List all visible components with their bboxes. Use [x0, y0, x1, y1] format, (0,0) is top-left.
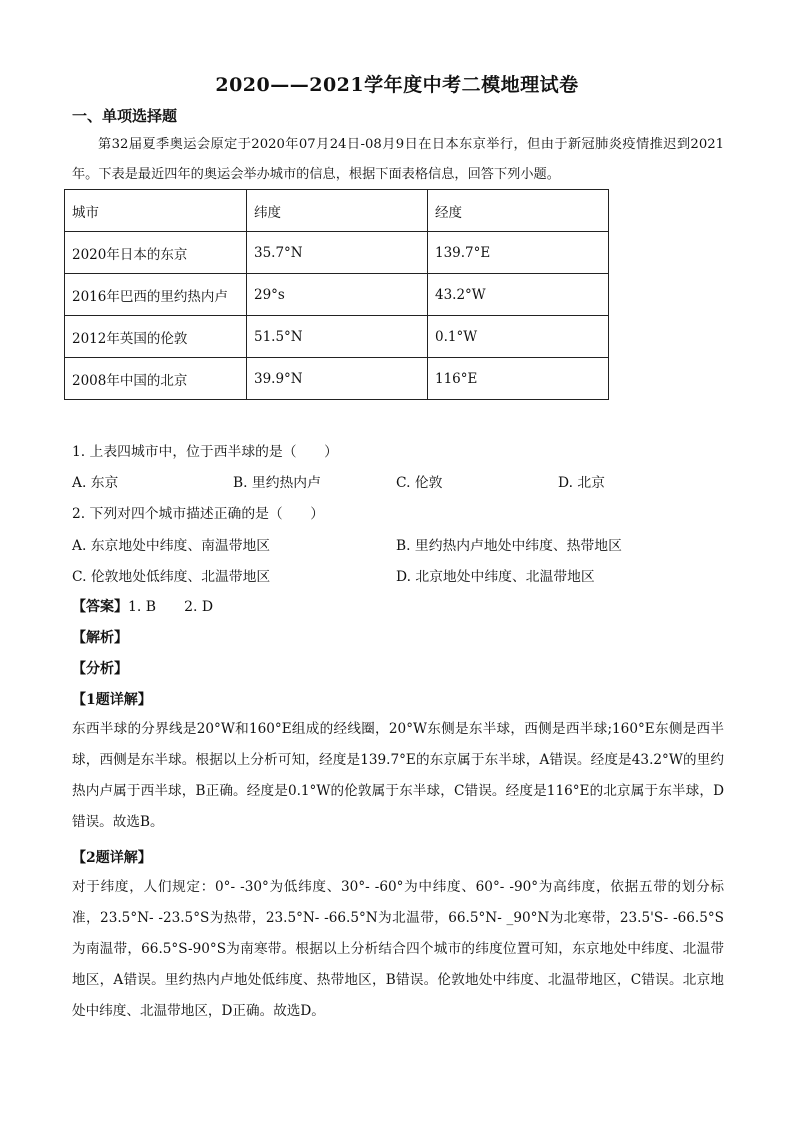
q2-option-d[interactable]: D. 北京地处中纬度、北温带地区 — [396, 569, 595, 585]
cell-longitude: 43.2°W — [428, 274, 609, 316]
cell-latitude: 39.9°N — [247, 358, 428, 400]
detail-1-text: 东西半球的分界线是20°W和160°E组成的经线圈，20°W东侧是东半球，西侧是西半球;160°E东侧是西半球，西侧是东半球。根据以上分析可知，经度是139.7°E的东京属于东半球，A错误。经度是43.2°W的里约热内卢属于西半球，B正确。经度是0.1°W的伦敦属于东半球，C错误。经度是116°E的北京属于东半球，D错误。故选B。 — [72, 721, 724, 830]
analysis-label: 【解析】 — [72, 630, 128, 646]
intro-text: 第32届夏季奥运会原定于2020年07月24日-08月9日在日本东京举行，但由于新冠肺炎疫情推迟到2021年。下表是最近四年的奥运会举办城市的信息，根据下面表格信息，回答下列小题。 — [72, 137, 724, 182]
section-heading: 一、单项选择题 — [72, 107, 178, 125]
q2-option-a[interactable]: A. 东京地处中纬度、南温带地区 — [72, 538, 271, 554]
detail-1-label: 【1题详解】 — [72, 692, 152, 708]
table-row — [65, 232, 609, 274]
cell-longitude: 0.1°W — [428, 316, 609, 358]
header-city: 城市 — [65, 190, 247, 232]
table-row — [65, 358, 609, 400]
q2-option-c[interactable]: C. 伦敦地处低纬度、北温带地区 — [72, 569, 271, 585]
header-longitude: 经度 — [428, 190, 609, 232]
q1-option-b[interactable]: B. 里约热内卢 — [233, 475, 321, 491]
cell-city: 2016年巴西的里约热内卢 — [65, 274, 247, 316]
question-1-stem: 1. 上表四城市中，位于西半球的是（ ） — [72, 444, 338, 460]
cell-city: 2020年日本的东京 — [65, 232, 247, 274]
table-row — [65, 316, 609, 358]
question-2-stem: 2. 下列对四个城市描述正确的是（ ） — [72, 506, 325, 522]
table-row — [65, 274, 609, 316]
cell-latitude: 51.5°N — [247, 316, 428, 358]
q1-option-c[interactable]: C. 伦敦 — [396, 475, 443, 491]
fenxi-label: 【分析】 — [72, 661, 128, 677]
detail-2-body — [72, 872, 724, 1027]
header-latitude: 纬度 — [247, 190, 428, 232]
answer-text: 1. B 2. D — [128, 599, 214, 615]
detail-2-label: 【2题详解】 — [72, 850, 152, 866]
answer-label: 【答案】 — [72, 599, 128, 615]
table-header-row — [65, 190, 609, 232]
q1-option-a[interactable]: A. 东京 — [72, 475, 119, 491]
cell-city: 2012年英国的伦敦 — [65, 316, 247, 358]
q1-option-d[interactable]: D. 北京 — [558, 475, 605, 491]
detail-1-body — [72, 714, 724, 838]
answer-line — [72, 596, 213, 616]
q2-option-b[interactable]: B. 里约热内卢地处中纬度、热带地区 — [396, 538, 622, 554]
cell-city: 2008年中国的北京 — [65, 358, 247, 400]
city-info-table — [64, 189, 609, 400]
cell-latitude: 35.7°N — [247, 232, 428, 274]
cell-latitude: 29°s — [247, 274, 428, 316]
exam-title: 2020——2021学年度中考二模地理试卷 — [215, 74, 579, 96]
detail-2-text: 对于纬度，人们规定：0°- -30°为低纬度、30°- -60°为中纬度、60°- -90°为高纬度，依据五带的划分标准，23.5°N- -23.5°S为热带，23.5°N- -66.5°N为北温带，66.5°N- _90°N为北寒带，23.5'S- -66.5°S为南温带，66.5°S-90°S为南寒带。根据以上分析结合四个城市的纬度位置可知，东京地处中纬度、北温带地区，A错误。里约热内卢地处低纬度、热带地区，B错误。伦敦地处中纬度、北温带地区，C错误。北京地处中纬度、北温带地区，D正确。故选D。 — [72, 879, 724, 1019]
cell-longitude: 139.7°E — [428, 232, 609, 274]
cell-longitude: 116°E — [428, 358, 609, 400]
question-intro — [72, 130, 724, 190]
